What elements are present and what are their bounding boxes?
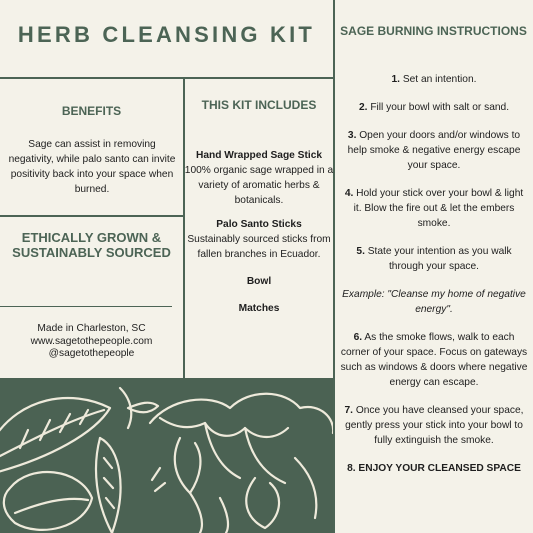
kit-item-name: Palo Santo Sticks	[216, 219, 302, 230]
step-4	[340, 186, 528, 231]
botanical-illustration	[0, 378, 333, 533]
page-title: HERB CLEANSING KIT	[17, 22, 316, 47]
ethical-heading: ETHICALLY GROWN & SUSTAINABLY SOURCED	[12, 230, 171, 260]
benefits-heading: BENEFITS	[61, 104, 122, 118]
step-text: Fill your bowl with salt or sand.	[370, 102, 510, 113]
contact-block	[0, 323, 183, 361]
contact-location: Made in Charleston, SC	[37, 323, 146, 334]
kit-item-desc: Sustainably sourced sticks from fallen branches in Ecuador.	[187, 234, 331, 260]
step-number: 7.	[344, 405, 353, 416]
kit-item	[184, 217, 334, 262]
kit-item-name: Bowl	[246, 276, 272, 287]
kit-item-name: Matches	[238, 303, 280, 314]
step-text: Open your doors and/or windows to help smoke & negative energy escape your space.	[347, 130, 521, 171]
kit-item	[184, 301, 334, 316]
step-text: Hold your stick over your bowl & light it. Blow the fire out & let the embers smoke.	[353, 188, 524, 229]
step-number: 4.	[344, 188, 354, 199]
contact-handle[interactable]: @sagetothepeople	[48, 348, 135, 359]
step-1	[340, 72, 528, 87]
kit-heading: THIS KIT INCLUDES	[201, 98, 317, 112]
instructions-steps	[340, 72, 528, 476]
benefits-text: Sage can assist in removing negativity, while palo santo can invite positivity back into your space when burned.	[8, 139, 176, 195]
step-number: 3.	[347, 130, 357, 141]
step-3	[340, 128, 528, 173]
kit-item	[184, 148, 334, 208]
step-7	[340, 403, 528, 448]
step-number: 2.	[358, 102, 368, 113]
step-text: Set an intention.	[402, 74, 477, 85]
step-6	[340, 330, 528, 390]
step-2	[340, 100, 528, 115]
divider-benefits-bottom	[0, 215, 184, 217]
divider-title-bottom	[0, 77, 334, 79]
kit-item-desc: 100% organic sage wrapped in a variety of aromatic herbs & botanicals.	[184, 165, 334, 206]
step-number: 6.	[353, 332, 363, 343]
step-example: Example: "Cleanse my home of negative energy".	[342, 289, 526, 315]
step-text: Once you have cleansed your space, gently press your stick into your bowl to fully extinguish the smoke.	[345, 405, 524, 446]
leaf-illustration-icon	[0, 378, 333, 533]
instructions-heading: SAGE BURNING INSTRUCTIONS	[340, 24, 527, 38]
step-number: 5.	[356, 246, 365, 257]
step-8	[340, 461, 528, 476]
divider-ethical-bottom	[0, 306, 172, 307]
step-text: As the smoke flows, walk to each corner of your space. Focus on gateways such as windows & doors where negative energy can escape.	[340, 332, 528, 388]
step-number: 8.	[347, 463, 356, 474]
step-5	[340, 244, 528, 274]
contact-website[interactable]: www.sagetothepeople.com	[30, 335, 153, 347]
step-text: ENJOY YOUR CLEANSED SPACE	[358, 463, 521, 474]
kit-list	[184, 148, 334, 325]
kit-item	[184, 274, 334, 289]
step-number: 1.	[391, 74, 400, 85]
kit-item-name: Hand Wrapped Sage Stick	[195, 150, 323, 161]
step-text: State your intention as you walk through your space.	[367, 246, 512, 272]
